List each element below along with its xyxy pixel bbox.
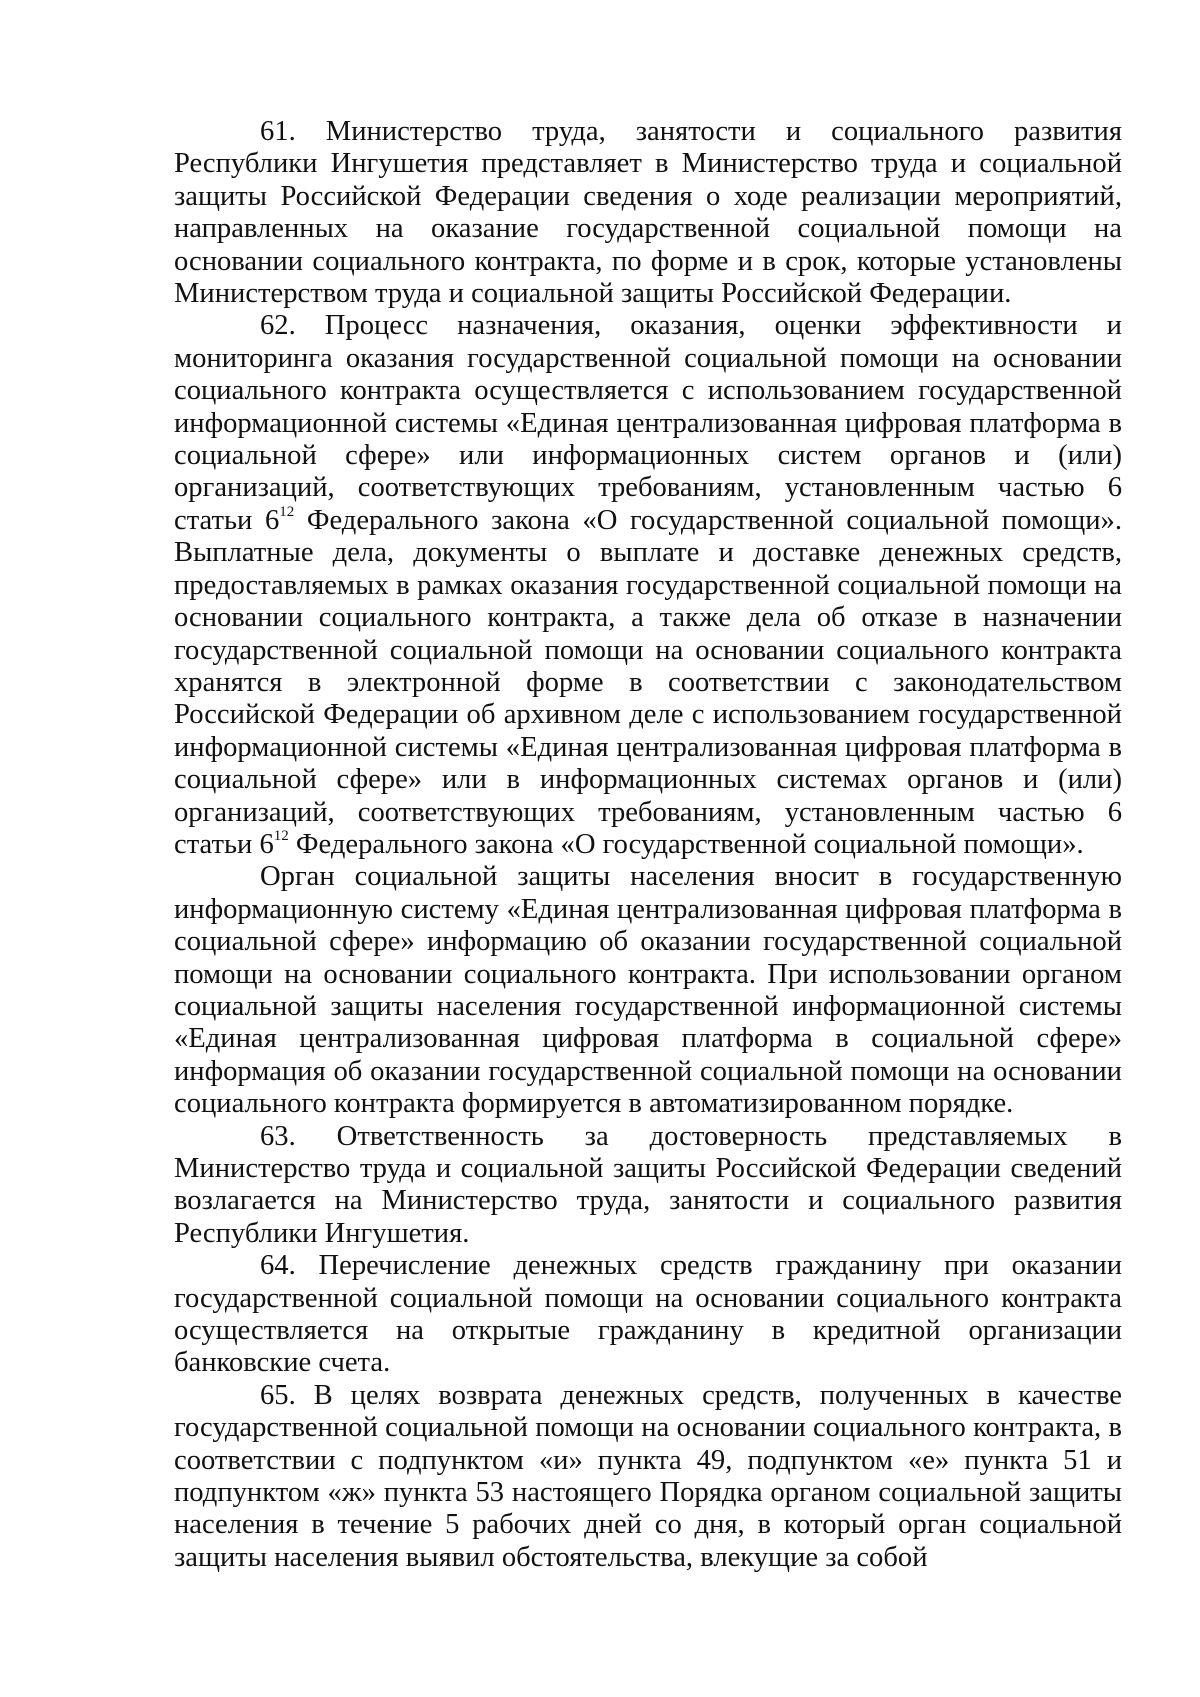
paragraph-61-text: 61. Министерство труда, занятости и социального развития Республики Ингушетия представляет в Министерство труда и социальной защиты Российской Федерации сведения о ходе реализации мероприятий, направленных на оказание государственной социальной помощи на основании социального контракта, по форме и в срок, которые установлены Министерством труда и социальной защиты Российской Федерации. xyxy=(174,116,1122,310)
paragraph-62-continuation xyxy=(174,861,1122,1120)
paragraph-62-text-part-1: 62. Процесс назначения, оказания, оценки эффективности и мониторинга оказания государственной социальной помощи на основании социального контракта осуществляется с использованием государственной информационной системы «Единая централизованная цифровая платформа в социальной сфере» или информационных систем органов и (или) организаций, соответствующих требованиям, установленным частью 6 статьи 6 xyxy=(174,310,1122,536)
paragraph-64-text: 64. Перечисление денежных средств гражданину при оказании государственной социальной помощи на основании социального контракта осуществляется на открытые гражданину в кредитной организации банковские счета. xyxy=(174,1250,1122,1379)
paragraph-61 xyxy=(174,116,1122,310)
paragraph-65-text: 65. В целях возврата денежных средств, полученных в качестве государственной социальной помощи на основании социального контракта, в соответствии с подпунктом «и» пункта 49, подпунктом «е» пункта 51 и подпунктом «ж» пункта 53 настоящего Порядка органом социальной защиты населения в течение 5 рабочих дней со дня, в который орган социальной защиты населения выявил обстоятельства, влекущие за собой xyxy=(174,1379,1122,1573)
superscript-12: 12 xyxy=(273,828,289,845)
paragraph-62-text-part-2: Федерального закона «О государственной социальной помощи». Выплатные дела, документы о выплате и доставке денежных средств, предоставляемых в рамках оказания государственной социальной помощи на основании социального контракта, а также дела об отказе в назначении государственной социальной помощи на основании социального контракта хранятся в электронной форме в соответствии с законодательством Российской Федерации об архивном деле с использованием государственной информационной системы «Единая централизованная цифровая платформа в социальной сфере» или в информационных системах органов и (или) организаций, соответствующих требованиям, установленным частью 6 статьи 6 xyxy=(174,504,1122,860)
paragraph-62-text-part-3: Федерального закона «О государственной социальной помощи». xyxy=(288,828,1084,860)
paragraph-63 xyxy=(174,1121,1122,1251)
paragraph-65 xyxy=(174,1380,1122,1574)
document-page xyxy=(174,116,1122,1574)
paragraph-63-text: 63. Ответственность за достоверность представляемых в Министерство труда и социальной защиты Российской Федерации сведений возлагается на Министерство труда, занятости и социального развития Республики Ингушетия. xyxy=(174,1120,1122,1249)
paragraph-64 xyxy=(174,1250,1122,1380)
superscript-12: 12 xyxy=(279,504,295,521)
paragraph-62-continuation-text: Орган социальной защиты населения вносит в государственную информационную систему «Единая централизованная цифровая платформа в социальной сфере» информацию об оказании государственной социальной помощи на основании социального контракта. При использовании органом социальной защиты населения государственной информационной системы «Единая централизованная цифровая платформа в социальной сфере» информация об оказании государственной социальной помощи на основании социального контракта формируется в автоматизированном порядке. xyxy=(174,861,1122,1120)
paragraph-62 xyxy=(174,310,1122,861)
